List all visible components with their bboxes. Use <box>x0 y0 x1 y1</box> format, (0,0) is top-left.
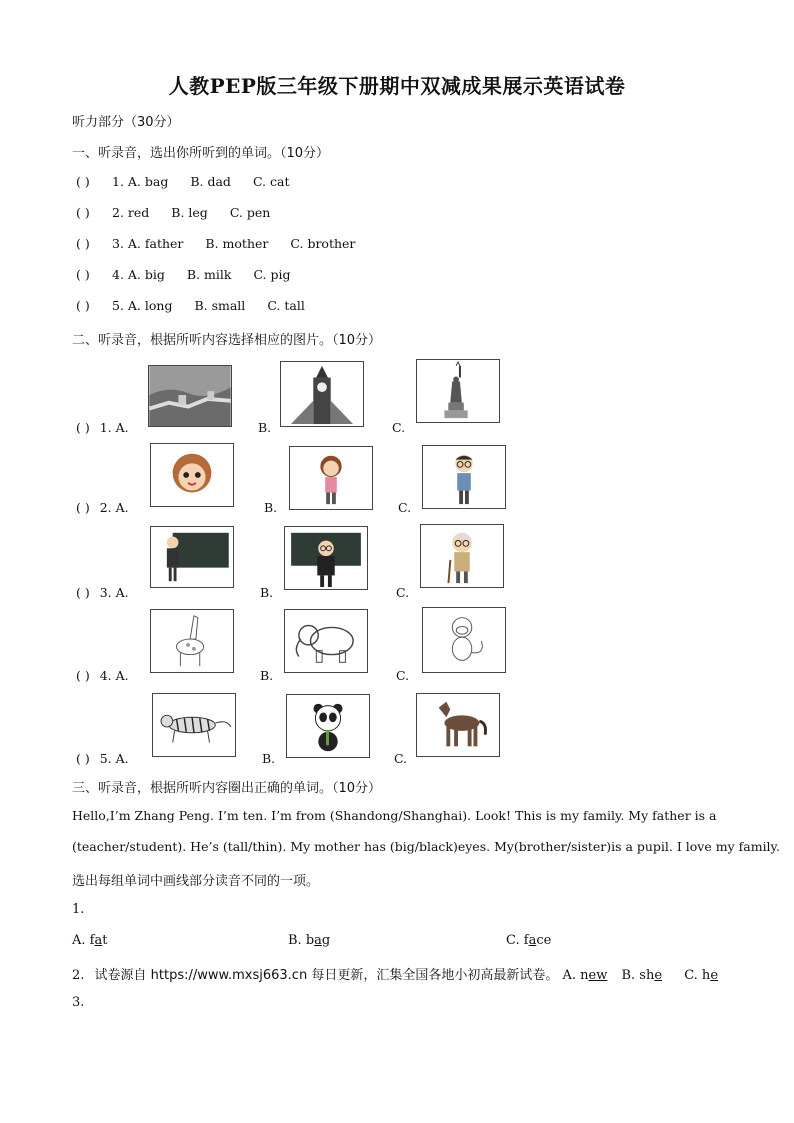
source-note: 试卷源自 https://www.mxsj663.cn 每日更新，汇集全国各地小初高最新试卷。 <box>94 968 559 983</box>
answer-blank[interactable]: ( ) <box>76 668 90 683</box>
grandpa-icon[interactable] <box>420 524 504 588</box>
great-wall-icon[interactable] <box>148 365 232 427</box>
q1-option-a: A. fat <box>72 933 108 948</box>
horse-icon[interactable] <box>416 693 500 757</box>
section3-heading: 三、听录音，根据所听内容圈出正确的单词。（10分） <box>72 781 382 796</box>
q1-option-b: B. bag <box>288 933 331 948</box>
answer-blank[interactable]: ( ) <box>76 585 90 600</box>
section4-heading: 选出每组单词中画线部分读音不同的一项。 <box>72 874 320 889</box>
giraffe-icon[interactable] <box>150 609 234 673</box>
answer-blank[interactable]: ( ) <box>76 751 90 766</box>
section2-heading: 二、听录音，根据所听内容选择相应的图片。（10分） <box>72 333 382 348</box>
panda-icon[interactable] <box>286 694 370 758</box>
section2-row-4: ( ) 4. A. <box>76 668 129 683</box>
man-teacher-icon[interactable] <box>284 526 368 590</box>
option-b-label: B. <box>260 585 274 600</box>
listening-header: 听力部分（30分） <box>72 115 180 130</box>
option-b-label: B. <box>262 751 276 766</box>
big-ben-icon[interactable] <box>280 361 364 427</box>
section2-row-1: ( ) 1. A. <box>76 420 129 435</box>
option-c-label: C. <box>392 420 406 435</box>
answer-blank[interactable]: ( ) <box>76 500 90 515</box>
q1-option-c: C. face <box>506 933 552 948</box>
monkey-icon[interactable] <box>422 607 506 673</box>
option-c-label: C. <box>394 751 408 766</box>
section2-row-2: ( ) 2. A. <box>76 500 129 515</box>
section3-passage-line2: (teacher/student). He’s (tall/thin). My mother has (big/black)eyes. My(brother/sister)is a pupil. I love my family. <box>72 839 780 854</box>
option-b-label: B. <box>258 420 272 435</box>
answer-blank[interactable]: ( ) <box>76 205 90 220</box>
boy-glasses-icon[interactable] <box>422 445 506 509</box>
page-title: 人教PEP版三年级下册期中双减成果展示英语试卷 <box>168 74 626 98</box>
section1-item-2: ( ) 2. red B. leg C. pen <box>76 205 271 220</box>
q2-line: 2. 试卷源自 https://www.mxsj663.cn 每日更新，汇集全国各地小初高最新试卷。 A. new B. she C. he <box>72 968 719 983</box>
woman-teacher-icon[interactable] <box>150 526 234 588</box>
section1-item-1: ( ) 1. A. bag B. dad C. cat <box>76 174 290 189</box>
answer-blank[interactable]: ( ) <box>76 174 90 189</box>
q1-number: 1. <box>72 902 85 917</box>
section2-row-3: ( ) 3. A. <box>76 585 129 600</box>
section1-item-4: ( ) 4. A. big B. milk C. pig <box>76 267 291 282</box>
elephant-icon[interactable] <box>284 609 368 673</box>
answer-blank[interactable]: ( ) <box>76 236 90 251</box>
statue-of-liberty-icon[interactable] <box>416 359 500 423</box>
section1-heading: 一、听录音，选出你所听到的单词。（10分） <box>72 146 330 161</box>
option-b-label: B. <box>260 668 274 683</box>
section3-passage-line1: Hello,I’m Zhang Peng. I’m ten. I’m from (Shandong/Shanghai). Look! This is my family. My father is a <box>72 808 717 823</box>
answer-blank[interactable]: ( ) <box>76 420 90 435</box>
woman-face-icon[interactable] <box>150 443 234 507</box>
answer-blank[interactable]: ( ) <box>76 267 90 282</box>
option-c-label: C. <box>396 585 410 600</box>
q3-number: 3. <box>72 995 85 1010</box>
section1-item-3: ( ) 3. A. father B. mother C. brother <box>76 236 356 251</box>
section1-item-5: ( ) 5. A. long B. small C. tall <box>76 298 305 313</box>
tiger-icon[interactable] <box>152 693 236 757</box>
section2-row-5: ( ) 5. A. <box>76 751 129 766</box>
option-c-label: C. <box>398 500 412 515</box>
option-b-label: B. <box>264 500 278 515</box>
answer-blank[interactable]: ( ) <box>76 298 90 313</box>
girl-icon[interactable] <box>289 446 373 510</box>
option-c-label: C. <box>396 668 410 683</box>
